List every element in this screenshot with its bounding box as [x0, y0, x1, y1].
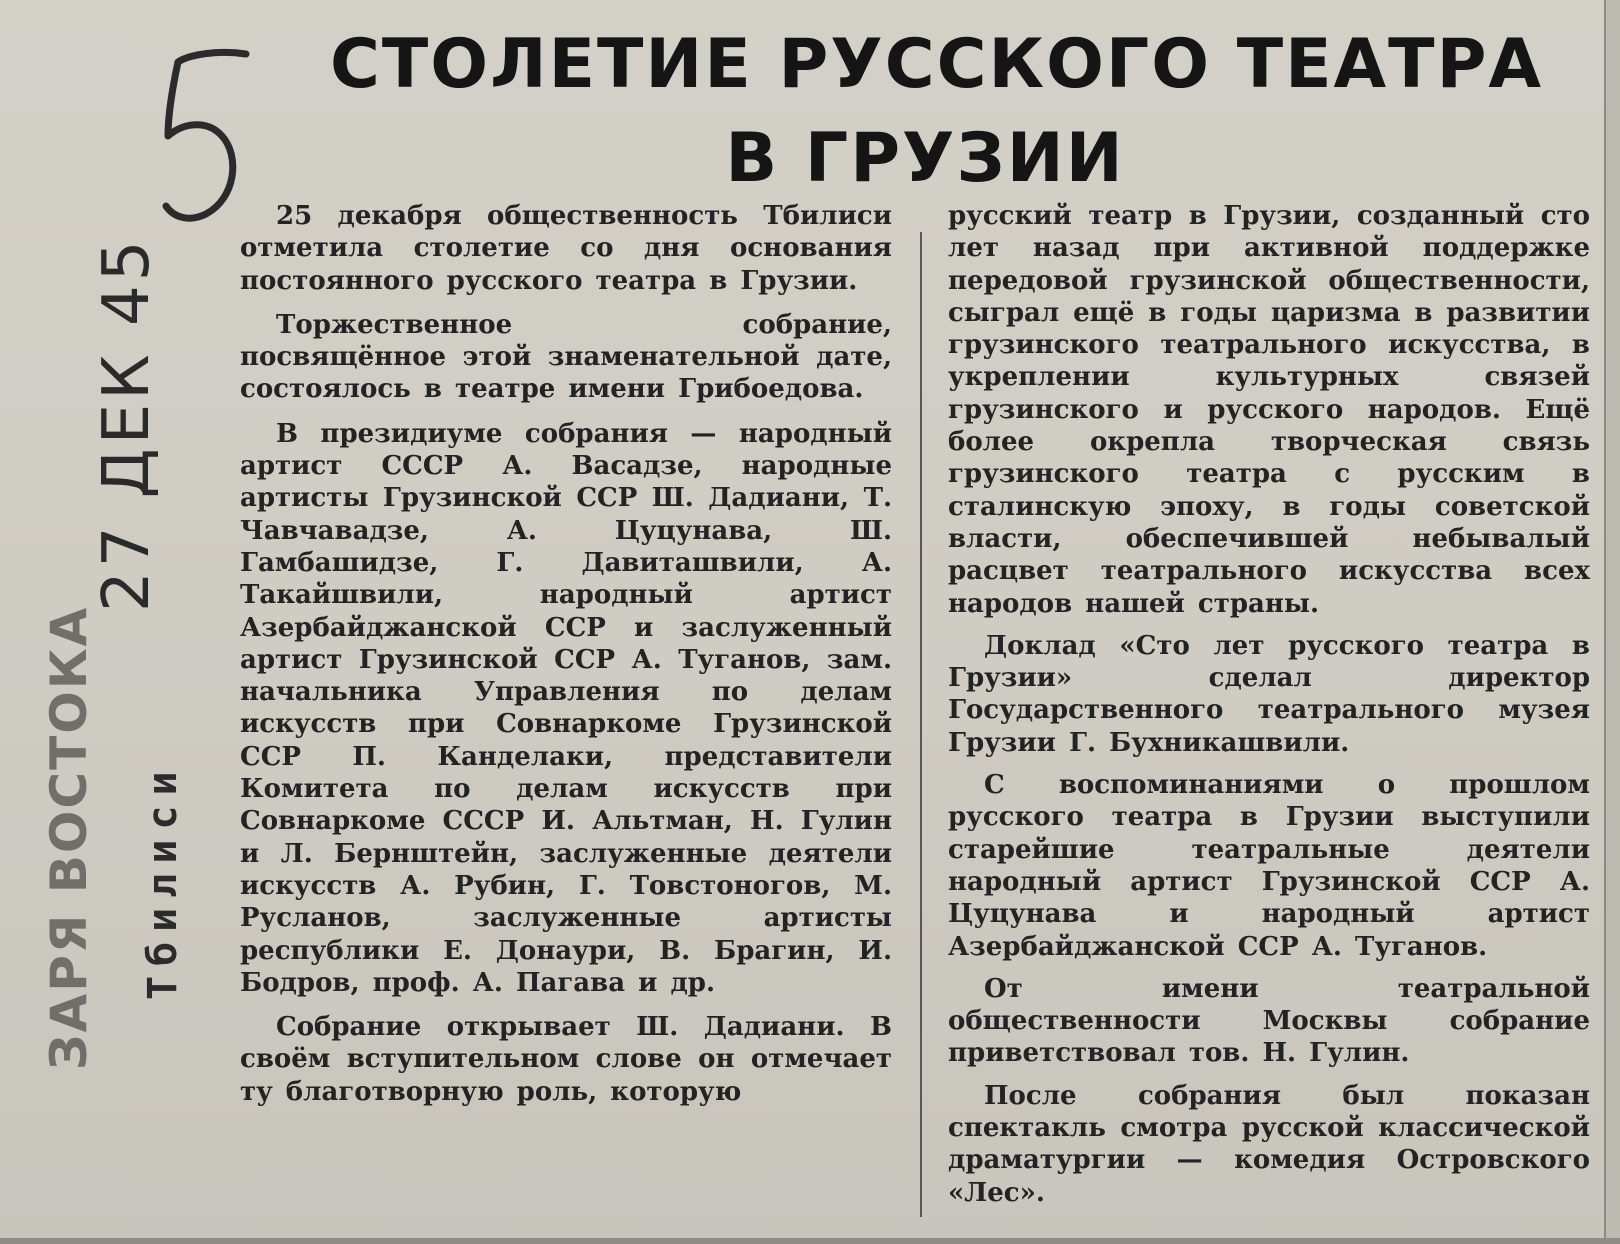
paragraph: Собрание открывает Ш. Дадиани. В своём вступительном слове он отмечает ту благотворную роль, которую [240, 1012, 892, 1107]
column-divider [920, 232, 922, 1217]
paragraph: В президиуме собрания — народный артист СССР А. Васадзе, народные артисты Грузинской ССР Ш. Дадиани, Т. Чавчавадзе, А. Цуцунава, Ш. Гамбашидзе, Г. Давиташвили, А. Такайшвили, народный артист Азербайджанской ССР и заслуженный артист Грузинской ССР А. Туганов, зам. начальника Управления по делам искусств при Совнаркоме Грузинской ССР П. Канделаки, представители Комитета по делам искусств при Совнаркоме СССР И. Альтман, Н. Гулин и Л. Бернштейн, заслуженные деятели искусств А. Рубин, Г. Товстоногов, М. Русланов, заслуженные артисты республики Е. Донаури, В. Брагин, И. Бодров, проф. А. Пагава и др. [240, 418, 892, 998]
headline-line-2: В ГРУЗИИ [725, 119, 1125, 198]
article-column-right [948, 200, 1590, 1219]
paragraph: После собрания был показан спектакль смотра русской классической драматургии — комедия Островского «Лес». [948, 1080, 1590, 1208]
article-headline [330, 18, 1544, 206]
newspaper-stamp: ЗАРЯ ВОСТОКА [40, 605, 98, 1070]
paragraph: 25 декабря общественность Тбилиси отметила столетие со дня основания постоянного русского театра в Грузии. [240, 201, 892, 296]
paragraph: Доклад «Сто лет русского театра в Грузии» сделал директор Государственного театрального музея Грузии Г. Бухникашвили. [948, 630, 1590, 758]
paragraph: С воспоминаниями о прошлом русского театра в Грузии выступили старейшие театральные деятели народный артист Грузинской ССР А. Цуцунава и народный артист Азербайджанской ССР А. Туганов. [948, 770, 1590, 962]
date-stamp: 27 ДЕК 45 [90, 236, 164, 612]
headline-line-1: СТОЛЕТИЕ РУССКОГО ТЕАТРА [330, 25, 1544, 104]
article-column-left [240, 200, 892, 1120]
paragraph: От имени театральной общественности Москвы собрание приветствовал тов. Н. Гулин. [948, 973, 1590, 1069]
clipping-bottom-edge [0, 1238, 1620, 1244]
city-stamp: Тбилиси [140, 761, 186, 1000]
paragraph: русский театр в Грузии, созданный сто лет назад при активной поддержке передовой грузинской общественности, сыграл ещё в годы царизма в развитии грузинского театрального искусства, в укреплении культурных связей грузинского и русского народов. Ещё более окрепла творческая связь грузинского театра с русским в сталинскую эпоху, в годы советской власти, обеспечившей небывалый расцвет театрального искусства всех народов нашей страны. [948, 201, 1590, 619]
clipping-right-edge [1604, 0, 1620, 1244]
paragraph: Торжественное собрание, посвящённое этой знаменательной дате, состоялось в театре имени Грибоедова. [240, 309, 892, 405]
